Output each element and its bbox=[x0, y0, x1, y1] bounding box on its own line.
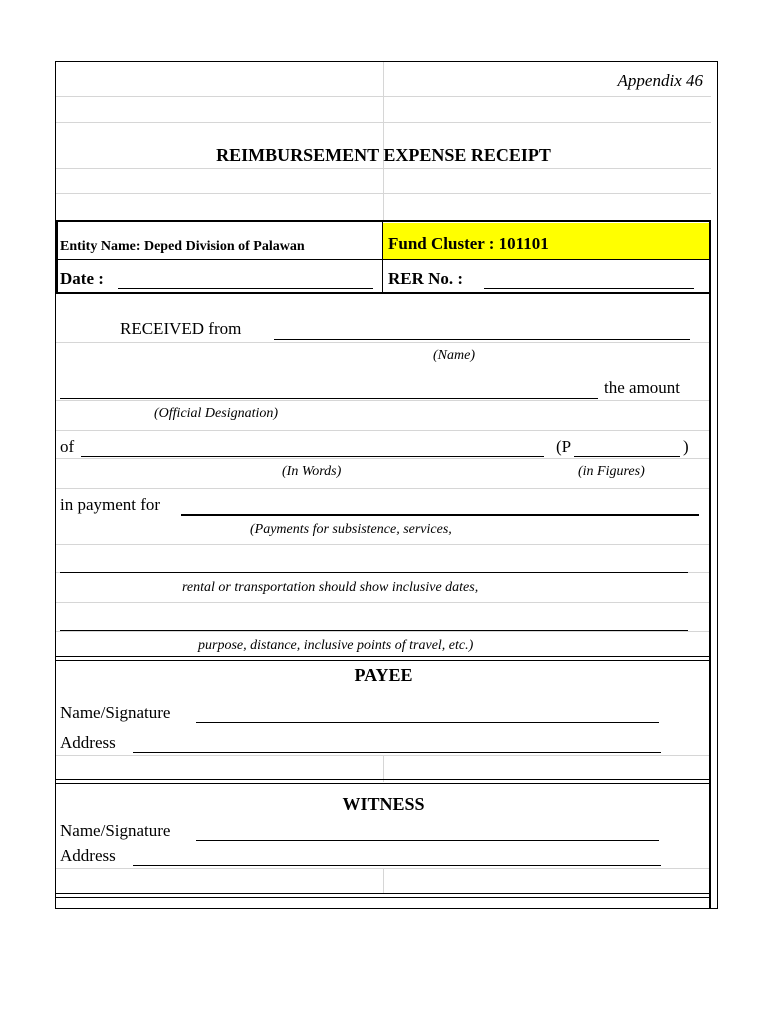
date-field[interactable] bbox=[118, 288, 373, 289]
payee-address-label: Address bbox=[60, 733, 116, 752]
gridline bbox=[56, 458, 711, 459]
entity-name: Entity Name: Deped Division of Palawan bbox=[60, 239, 305, 254]
header-bottom-border bbox=[56, 292, 711, 294]
appendix-label: Appendix 46 bbox=[617, 71, 703, 90]
payment-note-3: purpose, distance, inclusive points of travel, etc.) bbox=[198, 638, 474, 653]
designation-caption: (Official Designation) bbox=[154, 406, 279, 421]
witness-address-field[interactable] bbox=[133, 865, 661, 866]
payment-note-2: rental or transportation should show inclusive dates, bbox=[182, 580, 479, 595]
header-row-divider bbox=[58, 259, 709, 260]
form-title: REIMBURSEMENT EXPENSE RECEIPT bbox=[216, 145, 551, 165]
payee-heading: PAYEE bbox=[354, 665, 413, 685]
payment-note-1: (Payments for subsistence, services, bbox=[250, 522, 452, 537]
payment-purpose-field[interactable] bbox=[181, 514, 699, 516]
witness-section-border bbox=[56, 779, 711, 784]
gridline bbox=[383, 868, 384, 894]
gridline bbox=[383, 755, 384, 782]
gridline bbox=[56, 544, 711, 545]
date-label: Date : bbox=[60, 269, 104, 288]
entity-divider bbox=[382, 220, 383, 294]
rer-number-label: RER No. : bbox=[388, 269, 464, 288]
the-amount-label: the amount bbox=[604, 378, 681, 397]
fund-cluster: Fund Cluster : 101101 bbox=[388, 234, 549, 253]
of-label: of bbox=[60, 437, 75, 456]
payment-purpose-line-3[interactable] bbox=[60, 630, 688, 631]
payment-purpose-line-2[interactable] bbox=[60, 572, 688, 573]
designation-field[interactable] bbox=[60, 398, 598, 399]
peso-open-paren: (P bbox=[556, 437, 572, 456]
gridline bbox=[56, 400, 711, 401]
gridline bbox=[56, 488, 711, 489]
amount-in-figures-field[interactable] bbox=[574, 456, 680, 457]
gridline bbox=[383, 62, 384, 220]
witness-address-label: Address bbox=[60, 846, 116, 865]
gridline bbox=[56, 631, 711, 632]
in-payment-for-label: in payment for bbox=[60, 495, 161, 514]
witness-heading: WITNESS bbox=[342, 794, 425, 814]
receipt-form bbox=[55, 61, 718, 909]
entity-header-box bbox=[56, 220, 711, 294]
form-bottom-border bbox=[56, 893, 711, 898]
payee-address-field[interactable] bbox=[133, 752, 661, 753]
payee-name-signature-field[interactable] bbox=[196, 722, 659, 723]
payee-name-signature-label: Name/Signature bbox=[60, 703, 171, 722]
witness-name-signature-label: Name/Signature bbox=[60, 821, 171, 840]
in-words-caption: (In Words) bbox=[282, 464, 342, 479]
payee-section-border bbox=[56, 656, 711, 661]
peso-close-paren: ) bbox=[683, 437, 689, 456]
witness-name-signature-field[interactable] bbox=[196, 840, 659, 841]
rer-number-field[interactable] bbox=[484, 288, 694, 289]
gridline bbox=[56, 342, 711, 343]
name-caption: (Name) bbox=[433, 348, 475, 363]
in-figures-caption: (in Figures) bbox=[578, 464, 645, 479]
gridline bbox=[56, 602, 711, 603]
gridline bbox=[56, 430, 711, 431]
amount-in-words-field[interactable] bbox=[81, 456, 544, 457]
received-from-label: RECEIVED from bbox=[120, 319, 242, 338]
received-from-field[interactable] bbox=[274, 339, 690, 340]
